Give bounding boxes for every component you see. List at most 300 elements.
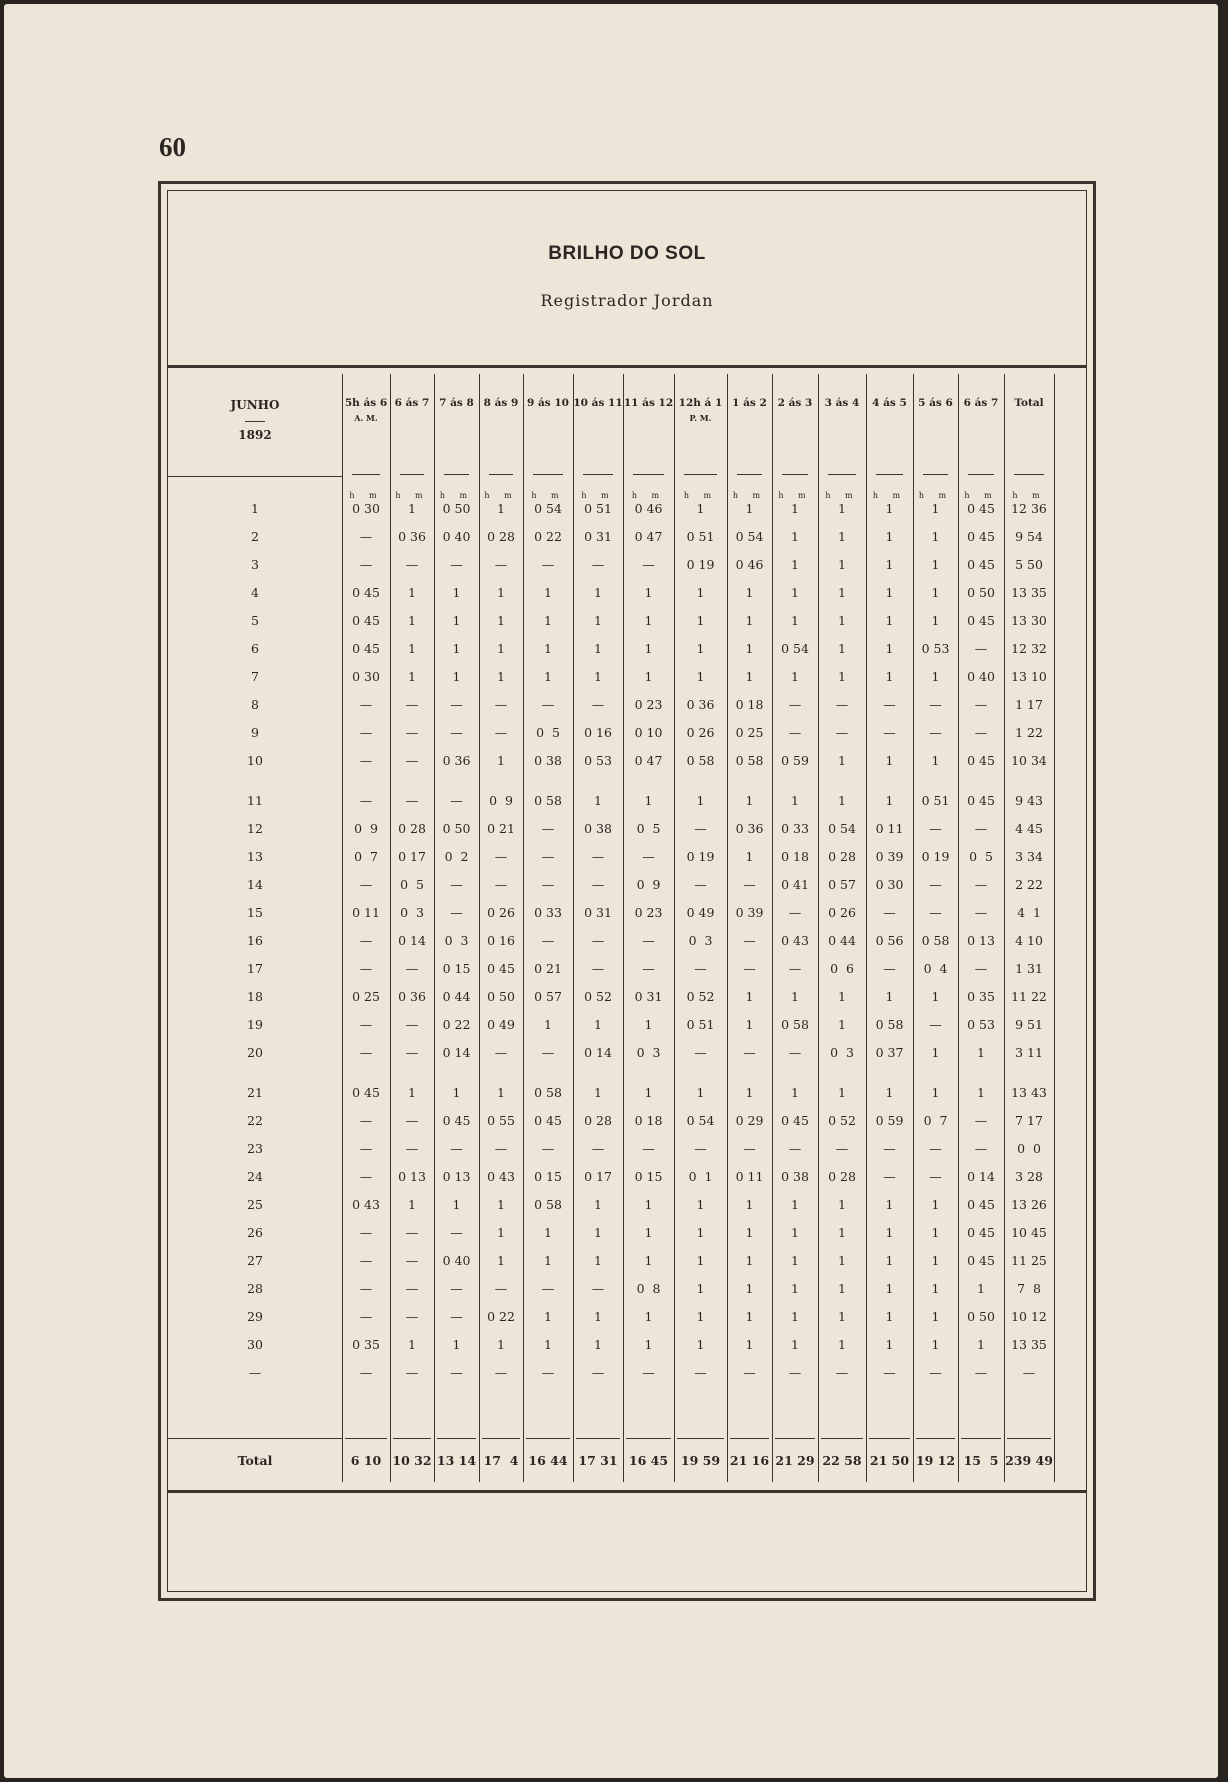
table-cell: 0 5	[536, 725, 560, 740]
total-cell: 21 16	[729, 1453, 770, 1468]
table-cell: —	[405, 557, 419, 572]
table-cell: 0 17	[584, 1169, 612, 1184]
table-cell: 1	[838, 529, 846, 544]
row-day-label: 4	[251, 585, 259, 600]
table-cell: 9 51	[1015, 1017, 1043, 1032]
total-cell: 6 10	[350, 1453, 382, 1468]
row-day-label: 9	[251, 725, 259, 740]
table-cell: 0 36	[398, 989, 426, 1004]
table-cell: 0 36	[686, 697, 715, 712]
table-cell: 1	[696, 1197, 705, 1212]
header-rule	[583, 474, 613, 475]
table-cell: 0 37	[875, 1045, 904, 1060]
table-cell: 1	[696, 1085, 705, 1100]
column-header	[674, 396, 727, 426]
month-divider	[245, 421, 265, 422]
table-cell: 1	[745, 1225, 754, 1240]
table-cell: 1	[497, 1253, 505, 1268]
table-cell: 1	[497, 1197, 505, 1212]
table-cell: 0 43	[352, 1197, 380, 1212]
table-cell: 1	[791, 1085, 799, 1100]
table-cell: —	[541, 1365, 555, 1380]
table-cell: —	[494, 725, 508, 740]
total-rule	[1007, 1438, 1051, 1439]
table-cell: 1	[408, 1197, 416, 1212]
table-cell: 1	[696, 1337, 705, 1352]
table-cell: —	[450, 725, 463, 740]
column-header-label: 10 ás 11	[573, 397, 623, 409]
table-cell: 1	[594, 585, 602, 600]
table-cell: 1	[885, 613, 894, 628]
table-cell: 0 51	[686, 529, 715, 544]
month-label: JUNHO	[230, 398, 280, 412]
table-cell: —	[405, 1365, 419, 1380]
total-rule	[437, 1438, 476, 1439]
header-rule	[444, 474, 469, 475]
table-cell: 1	[594, 1017, 602, 1032]
table-cell: 1	[885, 529, 894, 544]
table-cell: 1	[838, 1253, 846, 1268]
table-cell: —	[494, 1365, 508, 1380]
table-cell: 0 52	[584, 989, 612, 1004]
table-cell: —	[359, 529, 373, 544]
table-cell: 3 28	[1015, 1169, 1043, 1184]
table-cell: 1	[408, 641, 416, 656]
table-cell: 0 5	[969, 849, 993, 864]
table-cell: 0 0	[1017, 1141, 1041, 1156]
table-cell: —	[541, 557, 555, 572]
total-rule	[482, 1438, 520, 1439]
row-day-label: 7	[251, 669, 259, 684]
table-cell: —	[974, 1365, 988, 1380]
table-cell: —	[642, 1365, 655, 1380]
table-cell: —	[450, 1281, 463, 1296]
unit-label: h m	[778, 491, 812, 500]
column-header-label: 5 ás 6	[918, 397, 953, 409]
table-cell: 1	[745, 1337, 754, 1352]
header-rule	[168, 476, 342, 477]
column-header	[913, 396, 958, 411]
table-cell: 1	[544, 1337, 552, 1352]
table-bottom-rule	[168, 1490, 1086, 1493]
table-cell: 1	[594, 613, 602, 628]
table-cell: 1	[497, 501, 505, 516]
table-cell: —	[883, 725, 896, 740]
table-cell: 1	[644, 1197, 653, 1212]
column-header-label: 5h ás 6	[344, 397, 388, 409]
table-cell: 1	[838, 989, 846, 1004]
row-day-label: 13	[247, 849, 263, 864]
unit-label: h m	[732, 491, 767, 500]
table-cell: 1	[696, 1253, 705, 1268]
table-cell: —	[541, 849, 555, 864]
table-cell: —	[929, 1365, 942, 1380]
table-cell: 1	[885, 1197, 894, 1212]
row-day-label: 20	[247, 1045, 263, 1060]
table-cell: —	[642, 961, 655, 976]
table-cell: —	[974, 641, 988, 656]
table-cell: —	[541, 877, 555, 892]
table-cell: —	[642, 849, 655, 864]
table-cell: 0 44	[828, 933, 856, 948]
column-header-sub: A. M.	[354, 413, 378, 423]
table-cell: 0 4	[923, 961, 948, 976]
table-cell: —	[788, 697, 802, 712]
table-cell: 0 58	[534, 793, 562, 808]
table-cell: 0 57	[534, 989, 562, 1004]
table-cell: 0 54	[534, 501, 562, 516]
table-cell: 0 14	[442, 1045, 471, 1060]
table-cell: 0 45	[967, 557, 995, 572]
total-cell: 22 58	[822, 1453, 862, 1468]
table-cell: 1	[745, 501, 754, 516]
column-header-label: 11 ás 12	[623, 397, 674, 409]
table-cell: —	[835, 725, 849, 740]
table-cell: —	[743, 1045, 756, 1060]
table-cell: 0 28	[487, 529, 515, 544]
table-cell: 0 50	[487, 989, 515, 1004]
table-cell: 1	[408, 1085, 416, 1100]
table-cell: —	[929, 725, 942, 740]
table-cell: —	[405, 753, 419, 768]
table-cell: —	[974, 1113, 988, 1128]
table-cell: 0 29	[735, 1113, 764, 1128]
table-cell: 0 39	[735, 905, 764, 920]
table-cell: 1	[931, 1309, 940, 1324]
table-cell: 0 58	[735, 753, 764, 768]
table-cell: 0 53	[921, 641, 950, 656]
table-cell: 1	[977, 1281, 985, 1296]
table-cell: 9 54	[1015, 529, 1043, 544]
row-day-label: 10	[247, 753, 263, 768]
table-cell: —	[541, 1045, 555, 1060]
table-cell: —	[642, 1141, 655, 1156]
table-cell: 0 14	[398, 933, 426, 948]
table-title: BRILHO DO SOL	[548, 243, 706, 264]
table-cell: 0 11	[352, 905, 380, 920]
table-cell: 1	[408, 501, 416, 516]
table-cell: 1	[885, 753, 894, 768]
table-cell: 0 30	[352, 669, 380, 684]
total-rule	[961, 1438, 1001, 1439]
row-day-label: 29	[247, 1309, 263, 1324]
table-cell: 1	[838, 585, 846, 600]
table-cell: 0 31	[584, 905, 612, 920]
table-cell: —	[591, 933, 605, 948]
total-rule	[168, 1438, 342, 1439]
table-cell: 0 50	[967, 1309, 995, 1324]
table-cell: 1	[745, 1309, 754, 1324]
table-cell: 1	[931, 1045, 940, 1060]
column-header-label: 6 ás 7	[963, 397, 999, 409]
total-rule	[869, 1438, 910, 1439]
table-cell: 1	[931, 1253, 940, 1268]
table-cell: 0 14	[967, 1169, 995, 1184]
table-cell: —	[883, 961, 896, 976]
table-cell: —	[405, 961, 419, 976]
table-cell: 0 38	[584, 821, 612, 836]
table-cell: 1	[544, 641, 552, 656]
row-day-label: 16	[247, 933, 263, 948]
table-cell: —	[359, 697, 373, 712]
table-cell: 1	[644, 613, 653, 628]
row-day-label: 2	[251, 529, 259, 544]
total-rule	[345, 1438, 387, 1439]
table-cell: 1	[885, 1309, 894, 1324]
total-rule	[576, 1438, 620, 1439]
row-day-label: 30	[247, 1337, 263, 1352]
table-cell: 1	[885, 989, 894, 1004]
table-cell: 0 58	[781, 1017, 809, 1032]
table-cell: 2 22	[1015, 877, 1043, 892]
table-cell: 1	[838, 669, 846, 684]
table-cell: —	[359, 1141, 373, 1156]
table-cell: 1	[745, 1197, 754, 1212]
header-rule	[489, 474, 513, 475]
table-cell: —	[929, 877, 942, 892]
column-header	[623, 396, 674, 411]
total-cell: 19 12	[915, 1453, 956, 1468]
total-rule	[916, 1438, 955, 1439]
unit-label: h m	[918, 491, 953, 500]
unit-label: h m	[395, 491, 429, 500]
table-cell: 1	[594, 793, 602, 808]
table-cell: —	[929, 821, 942, 836]
table-cell: —	[405, 725, 419, 740]
header-rule	[352, 474, 380, 475]
column-header	[479, 396, 523, 411]
row-day-label: 27	[247, 1253, 263, 1268]
table-cell: —	[450, 1225, 463, 1240]
table-cell: 0 45	[534, 1113, 562, 1128]
table-cell: —	[405, 1309, 419, 1324]
table-cell: 0 7	[923, 1113, 948, 1128]
total-cell: 17 4	[483, 1453, 519, 1468]
table-cell: —	[359, 1169, 373, 1184]
column-header-sub: P. M.	[689, 413, 712, 423]
unit-label: h m	[825, 491, 859, 500]
table-cell: 1 22	[1015, 725, 1043, 740]
table-cell: 0 46	[634, 501, 663, 516]
table-cell: 0 53	[967, 1017, 995, 1032]
column-header	[1004, 396, 1054, 411]
table-cell: —	[743, 877, 756, 892]
table-cell: 1	[791, 585, 799, 600]
table-cell: 1	[931, 529, 940, 544]
table-cell: 0 13	[398, 1169, 426, 1184]
table-cell: 1	[497, 585, 505, 600]
column-header	[727, 396, 772, 411]
table-cell: —	[541, 1281, 555, 1296]
table-cell: —	[694, 1141, 707, 1156]
table-cell: 0 17	[398, 849, 426, 864]
row-day-label: 14	[247, 877, 263, 892]
total-cell: 21 50	[869, 1453, 910, 1468]
table-cell: —	[405, 1281, 419, 1296]
table-cell: —	[743, 1365, 756, 1380]
total-cell: 19 59	[680, 1453, 721, 1468]
unit-label: h m	[1012, 491, 1046, 500]
table-cell: 12 32	[1011, 641, 1047, 656]
table-cell: —	[788, 725, 802, 740]
table-cell: 0 19	[921, 849, 950, 864]
unit-label: h m	[581, 491, 615, 500]
table-header-band	[168, 191, 1086, 368]
table-cell: 0 36	[442, 753, 471, 768]
table-cell: —	[405, 1141, 419, 1156]
column-header-label: 2 ás 3	[777, 397, 813, 409]
table-cell: —	[743, 933, 756, 948]
table-cell: 0 45	[352, 613, 380, 628]
row-day-label: 1	[251, 501, 259, 516]
table-cell: 0 45	[967, 613, 995, 628]
unit-label: h m	[349, 491, 383, 500]
table-cell: 0 11	[875, 821, 904, 836]
table-cell: —	[450, 905, 463, 920]
table-cell: 1	[644, 1337, 653, 1352]
table-cell: 1	[544, 1225, 552, 1240]
table-cell: 0 45	[967, 1225, 995, 1240]
table-cell: 1	[408, 585, 416, 600]
table-cell: 9 43	[1015, 793, 1043, 808]
table-cell: 1	[644, 585, 653, 600]
table-cell: 1	[696, 585, 705, 600]
column-header	[772, 396, 818, 411]
table-cell: —	[974, 961, 988, 976]
table-cell: 11 22	[1011, 989, 1047, 1004]
table-cell: —	[541, 1141, 555, 1156]
table-cell: 0 45	[352, 641, 380, 656]
table-cell: 1	[644, 1309, 653, 1324]
table-cell: 1	[931, 1225, 940, 1240]
table-cell: —	[929, 1017, 942, 1032]
table-cell: 1	[452, 1337, 461, 1352]
table-cell: 1	[497, 753, 505, 768]
table-cell: 13 35	[1011, 1337, 1047, 1352]
table-cell: 0 51	[921, 793, 950, 808]
table-cell: 0 19	[686, 557, 715, 572]
table-cell: 0 15	[634, 1169, 663, 1184]
total-cell: 15 5	[963, 1453, 999, 1468]
row-day-label: 3	[251, 557, 259, 572]
table-cell: 1	[745, 989, 754, 1004]
column-header-label: 1 ás 2	[732, 397, 767, 409]
table-cell: —	[974, 877, 988, 892]
table-cell: 0 28	[828, 849, 856, 864]
row-day-label: 21	[247, 1085, 263, 1100]
table-cell: 0 40	[442, 529, 471, 544]
row-day-label: 28	[247, 1281, 263, 1296]
table-cell: 1	[885, 669, 894, 684]
table-cell: —	[694, 1045, 707, 1060]
table-cell: 1	[885, 1085, 894, 1100]
row-day-label: 12	[247, 821, 263, 836]
table-cell: 0 13	[967, 933, 995, 948]
row-day-label: 23	[247, 1141, 263, 1156]
table-cell: 0 3	[636, 1045, 661, 1060]
table-cell: —	[974, 725, 988, 740]
table-cell: 0 50	[967, 585, 995, 600]
page	[4, 4, 1218, 1778]
table-cell: 1	[745, 1281, 754, 1296]
table-cell: 1	[885, 1337, 894, 1352]
column-header	[573, 396, 623, 411]
table-cell: —	[494, 697, 508, 712]
table-cell: 1	[644, 1253, 653, 1268]
table-cell: 0 38	[781, 1169, 809, 1184]
table-cell: 1	[497, 1085, 505, 1100]
table-cell: 1	[885, 1253, 894, 1268]
row-day-label: 18	[247, 989, 263, 1004]
row-day-label: 24	[247, 1169, 263, 1184]
table-cell: 10 45	[1011, 1225, 1047, 1240]
table-cell: 1	[977, 1085, 985, 1100]
table-cell: —	[541, 933, 555, 948]
table-cell: 1	[791, 989, 799, 1004]
table-cell: 1	[977, 1045, 985, 1060]
table-cell: 0 25	[735, 725, 764, 740]
table-cell: 0 25	[352, 989, 380, 1004]
row-day-label: 15	[247, 905, 263, 920]
table-cell: —	[450, 877, 463, 892]
table-cell: 1	[644, 1225, 653, 1240]
total-cell: 17 31	[578, 1453, 618, 1468]
total-rule	[393, 1438, 431, 1439]
table-cell: 0 35	[352, 1337, 380, 1352]
table-cell: 1	[594, 1225, 602, 1240]
table-cell: 1	[838, 641, 846, 656]
table-cell: —	[591, 1365, 605, 1380]
table-cell: 0 45	[487, 961, 515, 976]
table-cell: 11 25	[1011, 1253, 1047, 1268]
table-cell: —	[494, 877, 508, 892]
table-cell: 4 1	[1017, 905, 1041, 920]
table-cell: —	[359, 1253, 373, 1268]
table-cell: 1	[497, 1337, 505, 1352]
table-cell: —	[694, 877, 707, 892]
table-cell: —	[1022, 1365, 1036, 1380]
table-cell: —	[974, 905, 988, 920]
table-cell: 0 52	[686, 989, 715, 1004]
row-day-label: 19	[247, 1017, 263, 1032]
table-cell: 0 5	[400, 877, 424, 892]
table-cell: 0 54	[781, 641, 809, 656]
table-cell: —	[359, 961, 373, 976]
row-day-label: —	[248, 1365, 262, 1380]
table-cell: 1	[931, 501, 940, 516]
table-cell: 1	[452, 613, 461, 628]
table-cell: 0 50	[442, 501, 471, 516]
table-cell: —	[591, 697, 605, 712]
table-cell: —	[694, 961, 707, 976]
table-cell: 1	[791, 669, 799, 684]
table-cell: 0 28	[584, 1113, 612, 1128]
table-cell: 1	[791, 793, 799, 808]
table-cell: 1	[885, 501, 894, 516]
table-cell: —	[405, 1045, 419, 1060]
table-cell: 10 12	[1011, 1309, 1047, 1324]
table-cell: 1	[838, 501, 846, 516]
table-cell: 1	[791, 557, 799, 572]
header-rule	[633, 474, 664, 475]
table-cell: —	[642, 557, 655, 572]
table-cell: 0 45	[967, 1197, 995, 1212]
header-rule	[533, 474, 563, 475]
table-cell: —	[359, 1281, 373, 1296]
table-cell: —	[591, 1281, 605, 1296]
table-cell: 1	[885, 1281, 894, 1296]
table-cell: 3 11	[1015, 1045, 1043, 1060]
